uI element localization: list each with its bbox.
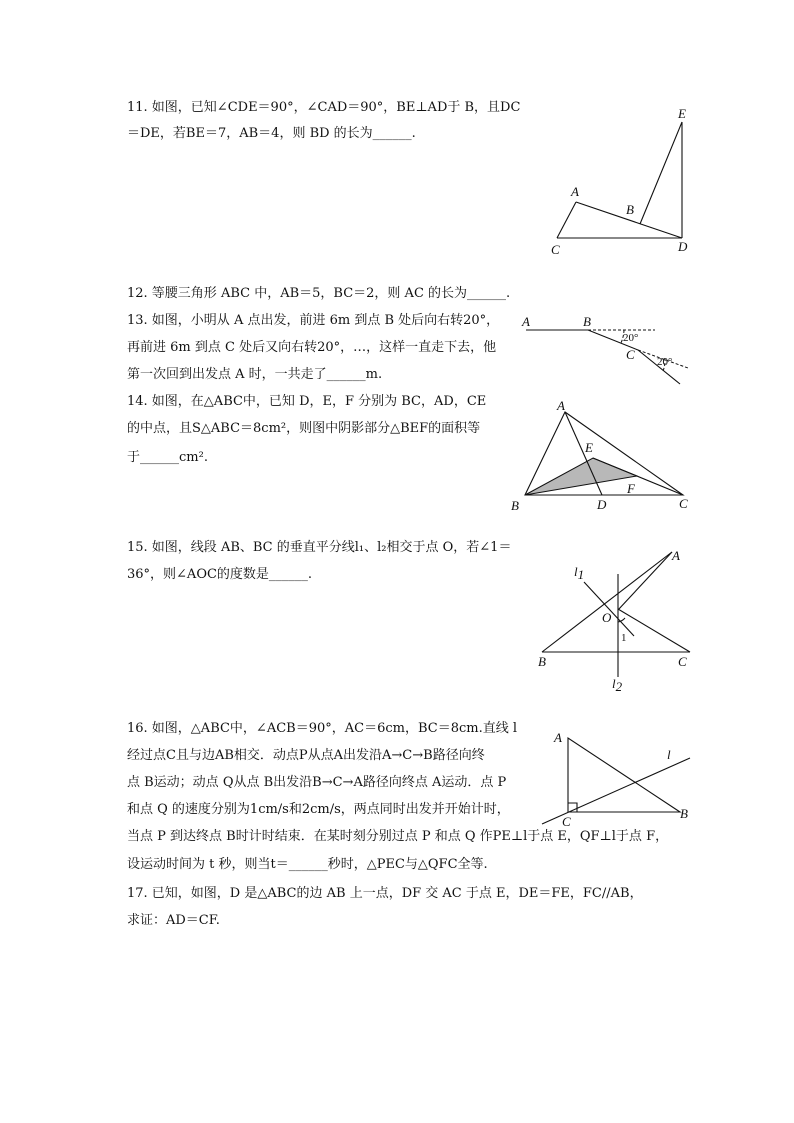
p13-line-3: 第一次回到出发点 A 时，一共走了______m. <box>127 367 383 382</box>
p14-line-3: 于______cm². <box>127 450 208 465</box>
fig13-angle-1: 20° <box>623 332 639 344</box>
figure-11-lines <box>557 122 682 238</box>
figure-15-lines <box>542 552 690 677</box>
fig15-angle-1: 1 <box>621 632 627 644</box>
p16-line-6: 设运动时间为 t 秒，则当t＝______秒时，△PEC与△QFC全等. <box>127 857 488 872</box>
fig14-label-f: F <box>627 481 635 496</box>
fig15-label-o: O <box>602 610 612 625</box>
fig11-label-e: E <box>678 106 686 121</box>
figure-16 <box>540 726 700 832</box>
p11-line-2: ＝DE，若BE＝7，AB＝4，则 BD 的长为______. <box>127 126 416 141</box>
fig13-label-b: B <box>583 314 591 329</box>
p13-line-1: 13. 如图，小明从 A 点出发，前进 6m 到点 B 处后向右转20°， <box>127 313 500 328</box>
fig16-label-l: l <box>667 747 671 762</box>
fig13-angle-2: 20° <box>657 356 673 368</box>
fig11-label-d: D <box>678 239 688 254</box>
p12-line-1: 12. 等腰三角形 ABC 中，AB＝5，BC＝2，则 AC 的长为______. <box>127 286 511 301</box>
fig11-label-a: A <box>571 184 579 199</box>
fig14-label-d: D <box>597 497 607 512</box>
p16-line-5: 当点 P 到达终点 B时计时结束．在某时刻分别过点 P 和点 Q 作PE⊥l于点 E，QF⊥l于点 F， <box>127 829 669 844</box>
fig14-label-c: C <box>679 496 688 511</box>
fig16-label-a: A <box>554 730 562 745</box>
fig15-label-l1: l1 <box>574 564 585 582</box>
fig15-label-a: A <box>672 548 680 563</box>
p17-line-2: 求证：AD＝CF. <box>127 913 220 928</box>
fig14-label-b: B <box>511 498 519 513</box>
fig15-label-c: C <box>678 654 687 669</box>
p15-line-1: 15. 如图，线段 AB、BC 的垂直平分线l₁、l₂相交于点 O，若∠1＝ <box>127 540 512 555</box>
fig13-label-c: C <box>626 347 635 362</box>
figure-14 <box>505 398 700 516</box>
p16-line-3: 点 B运动；动点 Q从点 B出发沿B→C→A路径向终点 A运动．点 P <box>127 775 507 790</box>
p16-line-1: 16. 如图，△ABC中，∠ACB＝90°，AC＝6cm，BC＝8cm.直线 l <box>127 721 518 736</box>
p14-line-1: 14. 如图，在△ABC中，已知 D，E，F 分别为 BC，AD，CE <box>127 394 487 409</box>
p11-line-1: 11. 如图，已知∠CDE＝90°，∠CAD＝90°，BE⊥AD于 B，且DC <box>127 100 521 115</box>
figure-15 <box>532 542 702 697</box>
p15-line-2: 36°，则∠AOC的度数是______. <box>127 567 313 582</box>
p16-line-4: 和点 Q 的速度分别为1cm/s和2cm/s，两点同时出发并开始计时， <box>127 802 510 817</box>
fig15-label-b: B <box>538 654 546 669</box>
p13-line-2: 再前进 6m 到点 C 处后又向右转20°，…，这样一直走下去，他 <box>127 340 497 355</box>
fig15-label-l2: l2 <box>612 676 623 694</box>
p14-line-2: 的中点，且S△ABC＝8cm²，则图中阴影部分△BEF的面积等 <box>127 421 481 436</box>
fig16-label-c: C <box>562 814 571 829</box>
p17-line-1: 17. 已知，如图，D 是△ABC的边 AB 上一点，DF 交 AC 于点 E，DE＝FE，FC//AB， <box>127 886 643 901</box>
fig11-label-c: C <box>551 242 560 257</box>
fig11-label-b: B <box>626 202 634 217</box>
fig14-label-e: E <box>585 440 593 455</box>
figure-11 <box>545 100 705 262</box>
fig14-shaded-bef <box>525 458 637 495</box>
fig14-label-a: A <box>557 398 565 413</box>
p16-line-2: 经过点C且与边AB相交．动点P从点A出发沿A→C→B路径向终 <box>127 748 485 763</box>
fig13-label-a: A <box>522 314 530 329</box>
figure-13 <box>520 312 695 387</box>
fig16-label-b: B <box>680 806 688 821</box>
